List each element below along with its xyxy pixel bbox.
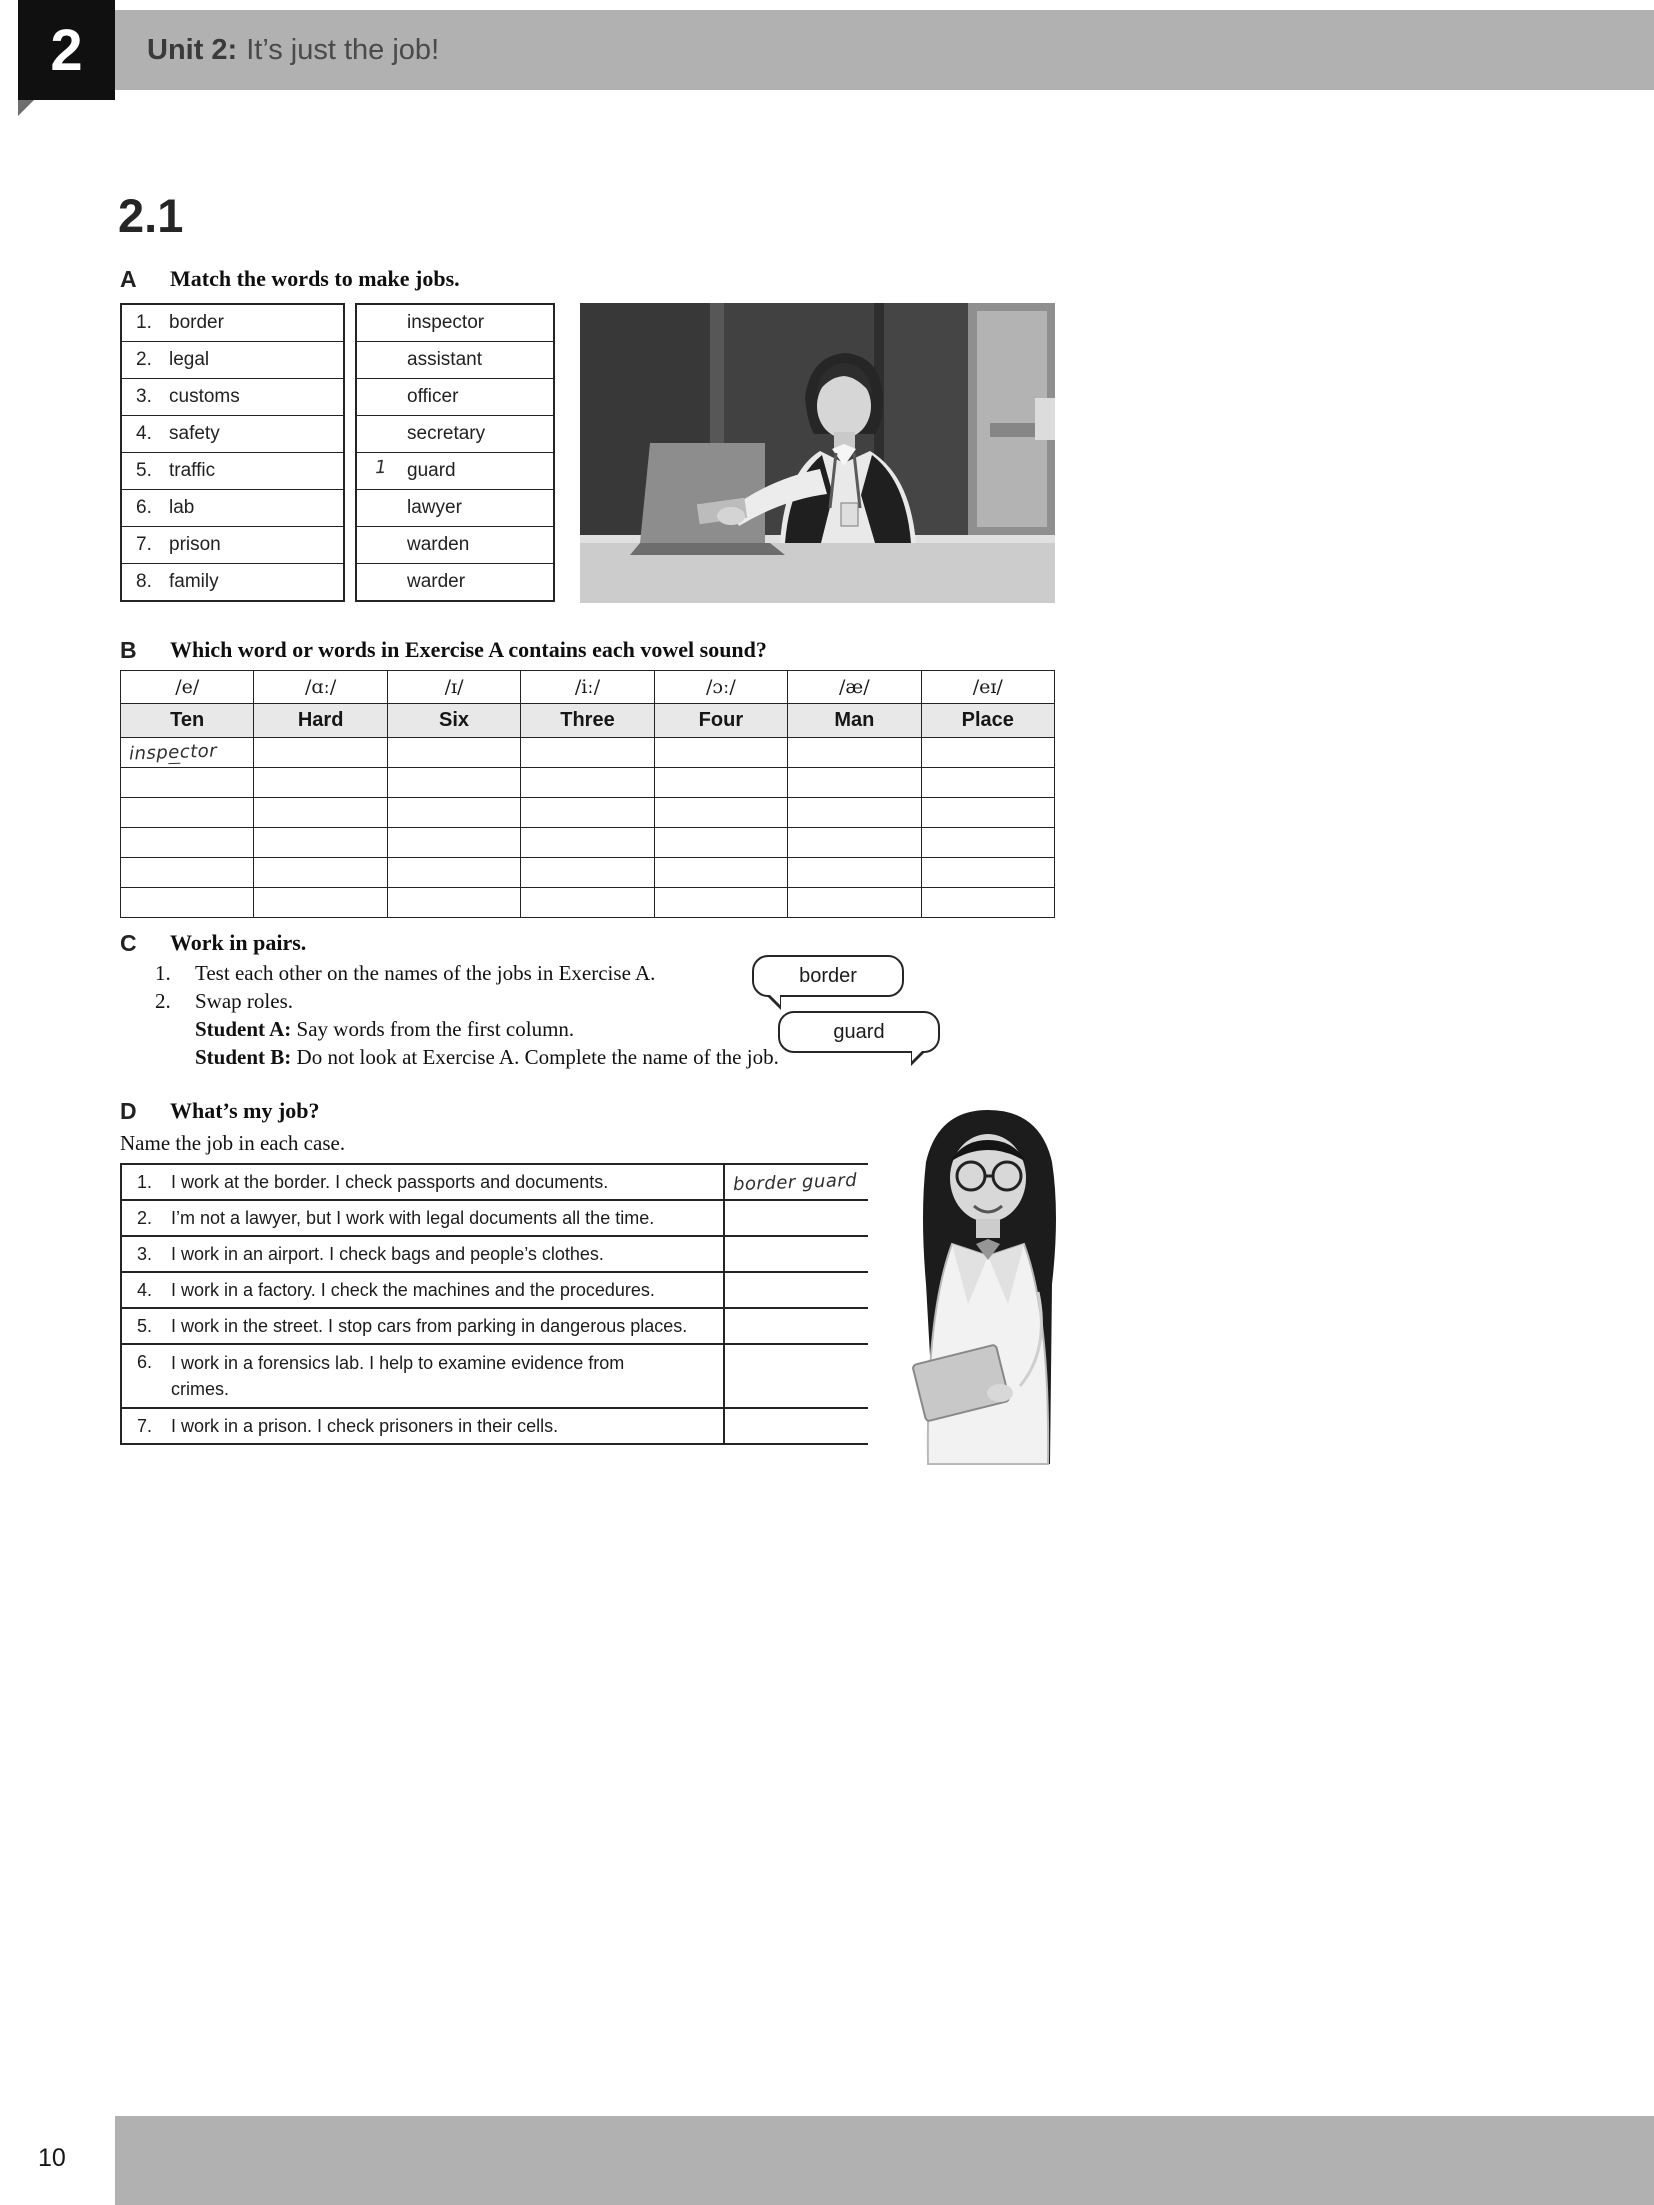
job-answer-cell — [724, 1408, 869, 1444]
answer-cell — [521, 768, 654, 798]
answer-cell — [654, 798, 787, 828]
whats-my-job-table — [120, 1163, 870, 1445]
answer-cell — [654, 768, 787, 798]
match-left-row — [122, 342, 343, 379]
unit-label: Unit 2: — [147, 33, 238, 66]
match-left-row — [122, 527, 343, 564]
job-row — [121, 1344, 869, 1408]
handwritten-answer: inspector — [128, 740, 218, 765]
item-text: Test each other on the names of the jobs in Exercise A. — [195, 961, 656, 985]
exercise-a-photo — [580, 303, 1055, 603]
answer-cell — [254, 738, 387, 768]
match-word: guard — [407, 460, 456, 481]
job-clue: 3. I work in an airport. I check bags and people’s clothes. — [121, 1236, 724, 1272]
match-left-row — [122, 379, 343, 416]
match-right-row — [357, 342, 553, 379]
answer-cell — [654, 738, 787, 768]
match-word: traffic — [169, 460, 216, 481]
answer-cell — [921, 798, 1054, 828]
answer-cell — [254, 798, 387, 828]
student-a-text: Say words from the first column. — [296, 1017, 575, 1041]
answer-cell — [654, 828, 787, 858]
unit-number: 2 — [50, 17, 83, 83]
student-b-text: Do not look at Exercise A. Complete the name of the job. — [296, 1045, 779, 1069]
row-number: 7. — [136, 534, 152, 555]
match-word: warder — [407, 571, 466, 592]
speech-bubble-guard — [778, 1011, 940, 1053]
answer-cell — [788, 768, 921, 798]
row-number: 3. — [136, 386, 152, 407]
exercise-a-letter: A — [120, 266, 137, 292]
match-word: customs — [169, 386, 240, 407]
answer-cell — [254, 858, 387, 888]
answer-cell — [788, 858, 921, 888]
match-right-row — [357, 490, 553, 527]
answer-cell — [921, 858, 1054, 888]
speech-bubble-border — [752, 955, 904, 997]
speech-bubble-text: guard — [833, 1020, 885, 1043]
job-row — [121, 1200, 869, 1236]
example-word: Hard — [254, 704, 387, 738]
match-right-row — [357, 416, 553, 453]
answer-cell — [121, 888, 254, 918]
match-right-row — [357, 305, 553, 342]
item-number: 1. — [155, 961, 171, 985]
match-word: legal — [169, 349, 210, 370]
item-number: 2. — [155, 989, 171, 1013]
answer-cell — [788, 738, 921, 768]
ipa-symbol: /eɪ/ — [921, 671, 1054, 704]
example-word: Six — [387, 704, 520, 738]
tab-fold-decoration — [18, 100, 34, 116]
match-right-row — [357, 379, 553, 416]
answer-cell — [921, 768, 1054, 798]
answer-cell — [121, 738, 254, 768]
section-number: 2.1 — [118, 189, 184, 242]
answer-cell — [387, 798, 520, 828]
exercise-a-title: Match the words to make jobs. — [170, 266, 460, 291]
answer-row — [121, 738, 1055, 768]
exercise-d-subtitle: Name the job in each case. — [120, 1131, 346, 1155]
handwritten-answer: border guard — [732, 1169, 858, 1195]
answer-row — [121, 858, 1055, 888]
handwritten-answer: 1 — [374, 456, 388, 479]
example-word-row — [121, 704, 1055, 738]
job-answer-cell — [724, 1308, 869, 1344]
row-number: 2. — [136, 349, 152, 370]
job-clue: 6. I work in a forensics lab. I help to examine evidence from crimes. — [121, 1344, 724, 1408]
answer-cell — [387, 768, 520, 798]
job-answer-cell — [724, 1236, 869, 1272]
answer-row — [121, 888, 1055, 918]
page-number: 10 — [38, 2144, 66, 2172]
match-word: prison — [169, 534, 221, 555]
exercise-d-title: What’s my job? — [170, 1098, 320, 1123]
answer-cell — [788, 798, 921, 828]
answer-cell — [521, 738, 654, 768]
row-number: 5. — [136, 460, 152, 481]
answer-cell — [254, 828, 387, 858]
ipa-symbol: /iː/ — [521, 671, 654, 704]
match-right-table — [355, 303, 555, 602]
answer-cell — [121, 828, 254, 858]
ipa-symbol: /e/ — [121, 671, 254, 704]
answer-cell — [521, 798, 654, 828]
job-clue: 7. I work in a prison. I check prisoners in their cells. — [121, 1408, 724, 1444]
student-a-line — [195, 1017, 574, 1042]
answer-row — [121, 798, 1055, 828]
match-word: warden — [407, 534, 470, 555]
job-answer-cell — [724, 1164, 869, 1200]
unit-number-tab — [18, 0, 115, 100]
match-left-row — [122, 490, 343, 527]
vowel-sound-table — [120, 670, 1055, 918]
answer-cell — [254, 888, 387, 918]
exercise-d-letter: D — [120, 1098, 137, 1124]
example-word: Place — [921, 704, 1054, 738]
job-row — [121, 1408, 869, 1444]
answer-cell — [121, 858, 254, 888]
job-clue: 4. I work in a factory. I check the machines and the procedures. — [121, 1272, 724, 1308]
match-word: secretary — [407, 423, 486, 444]
job-row — [121, 1308, 869, 1344]
job-row — [121, 1164, 869, 1200]
match-word: inspector — [407, 312, 485, 333]
job-row — [121, 1272, 869, 1308]
match-word: lab — [169, 497, 195, 518]
answer-row — [121, 768, 1055, 798]
match-left-row — [122, 453, 343, 490]
example-word: Man — [788, 704, 921, 738]
border-officer-photo-illustration — [580, 303, 1055, 603]
item-text: Swap roles. — [195, 989, 293, 1013]
job-clue: 2. I’m not a lawyer, but I work with legal documents all the time. — [121, 1200, 724, 1236]
match-word: family — [169, 571, 219, 592]
match-word: lawyer — [407, 497, 462, 518]
speech-bubble-text: border — [799, 964, 857, 987]
answer-cell — [254, 768, 387, 798]
answer-cell — [654, 888, 787, 918]
job-answer-cell — [724, 1272, 869, 1308]
ipa-symbol: /æ/ — [788, 671, 921, 704]
job-clue: 1. I work at the border. I check passports and documents. — [121, 1164, 724, 1200]
student-a-label: Student A: — [195, 1017, 292, 1041]
job-answer-cell — [724, 1200, 869, 1236]
woman-with-tablet-illustration — [868, 1092, 1108, 1472]
example-word: Three — [521, 704, 654, 738]
exercise-d-photo — [868, 1092, 1108, 1472]
answer-cell — [521, 858, 654, 888]
answer-cell — [654, 858, 787, 888]
match-right-row — [357, 564, 553, 600]
job-row — [121, 1236, 869, 1272]
match-left-row — [122, 564, 343, 600]
row-number: 6. — [136, 497, 152, 518]
footer-bar — [115, 2116, 1654, 2205]
ipa-symbol: /ɪ/ — [387, 671, 520, 704]
exercise-c-item — [155, 961, 655, 986]
match-word: assistant — [407, 349, 482, 370]
answer-cell — [121, 768, 254, 798]
ipa-symbol: /ɑː/ — [254, 671, 387, 704]
answer-cell — [387, 858, 520, 888]
match-left-row — [122, 305, 343, 342]
ipa-header-row — [121, 671, 1055, 704]
answer-cell — [788, 888, 921, 918]
exercise-c-item — [155, 989, 293, 1014]
example-word: Ten — [121, 704, 254, 738]
answer-cell — [387, 738, 520, 768]
job-clue: 5. I work in the street. I stop cars from parking in dangerous places. — [121, 1308, 724, 1344]
match-word: safety — [169, 423, 220, 444]
row-number: 8. — [136, 571, 152, 592]
unit-header-bar — [115, 10, 1654, 90]
student-b-label: Student B: — [195, 1045, 292, 1069]
match-right-row — [357, 453, 553, 490]
answer-cell — [921, 738, 1054, 768]
ipa-symbol: /ɔː/ — [654, 671, 787, 704]
job-answer-cell — [724, 1344, 869, 1408]
student-b-line — [195, 1045, 779, 1070]
answer-cell — [921, 888, 1054, 918]
exercise-b-title: Which word or words in Exercise A contains each vowel sound? — [170, 637, 767, 662]
answer-cell — [921, 828, 1054, 858]
exercise-c-letter: C — [120, 930, 137, 956]
answer-cell — [387, 888, 520, 918]
answer-cell — [521, 828, 654, 858]
row-number: 4. — [136, 423, 152, 444]
match-left-table — [120, 303, 345, 602]
match-word: officer — [407, 386, 459, 407]
answer-cell — [521, 888, 654, 918]
example-word: Four — [654, 704, 787, 738]
row-number: 1. — [136, 312, 152, 333]
exercise-c-title: Work in pairs. — [170, 930, 307, 955]
answer-cell — [788, 828, 921, 858]
unit-title: It’s just the job! — [246, 33, 440, 66]
match-word: border — [169, 312, 224, 333]
exercise-b-letter: B — [120, 637, 137, 663]
match-left-row — [122, 416, 343, 453]
answer-row — [121, 828, 1055, 858]
match-right-row — [357, 527, 553, 564]
answer-cell — [121, 798, 254, 828]
answer-cell — [387, 828, 520, 858]
